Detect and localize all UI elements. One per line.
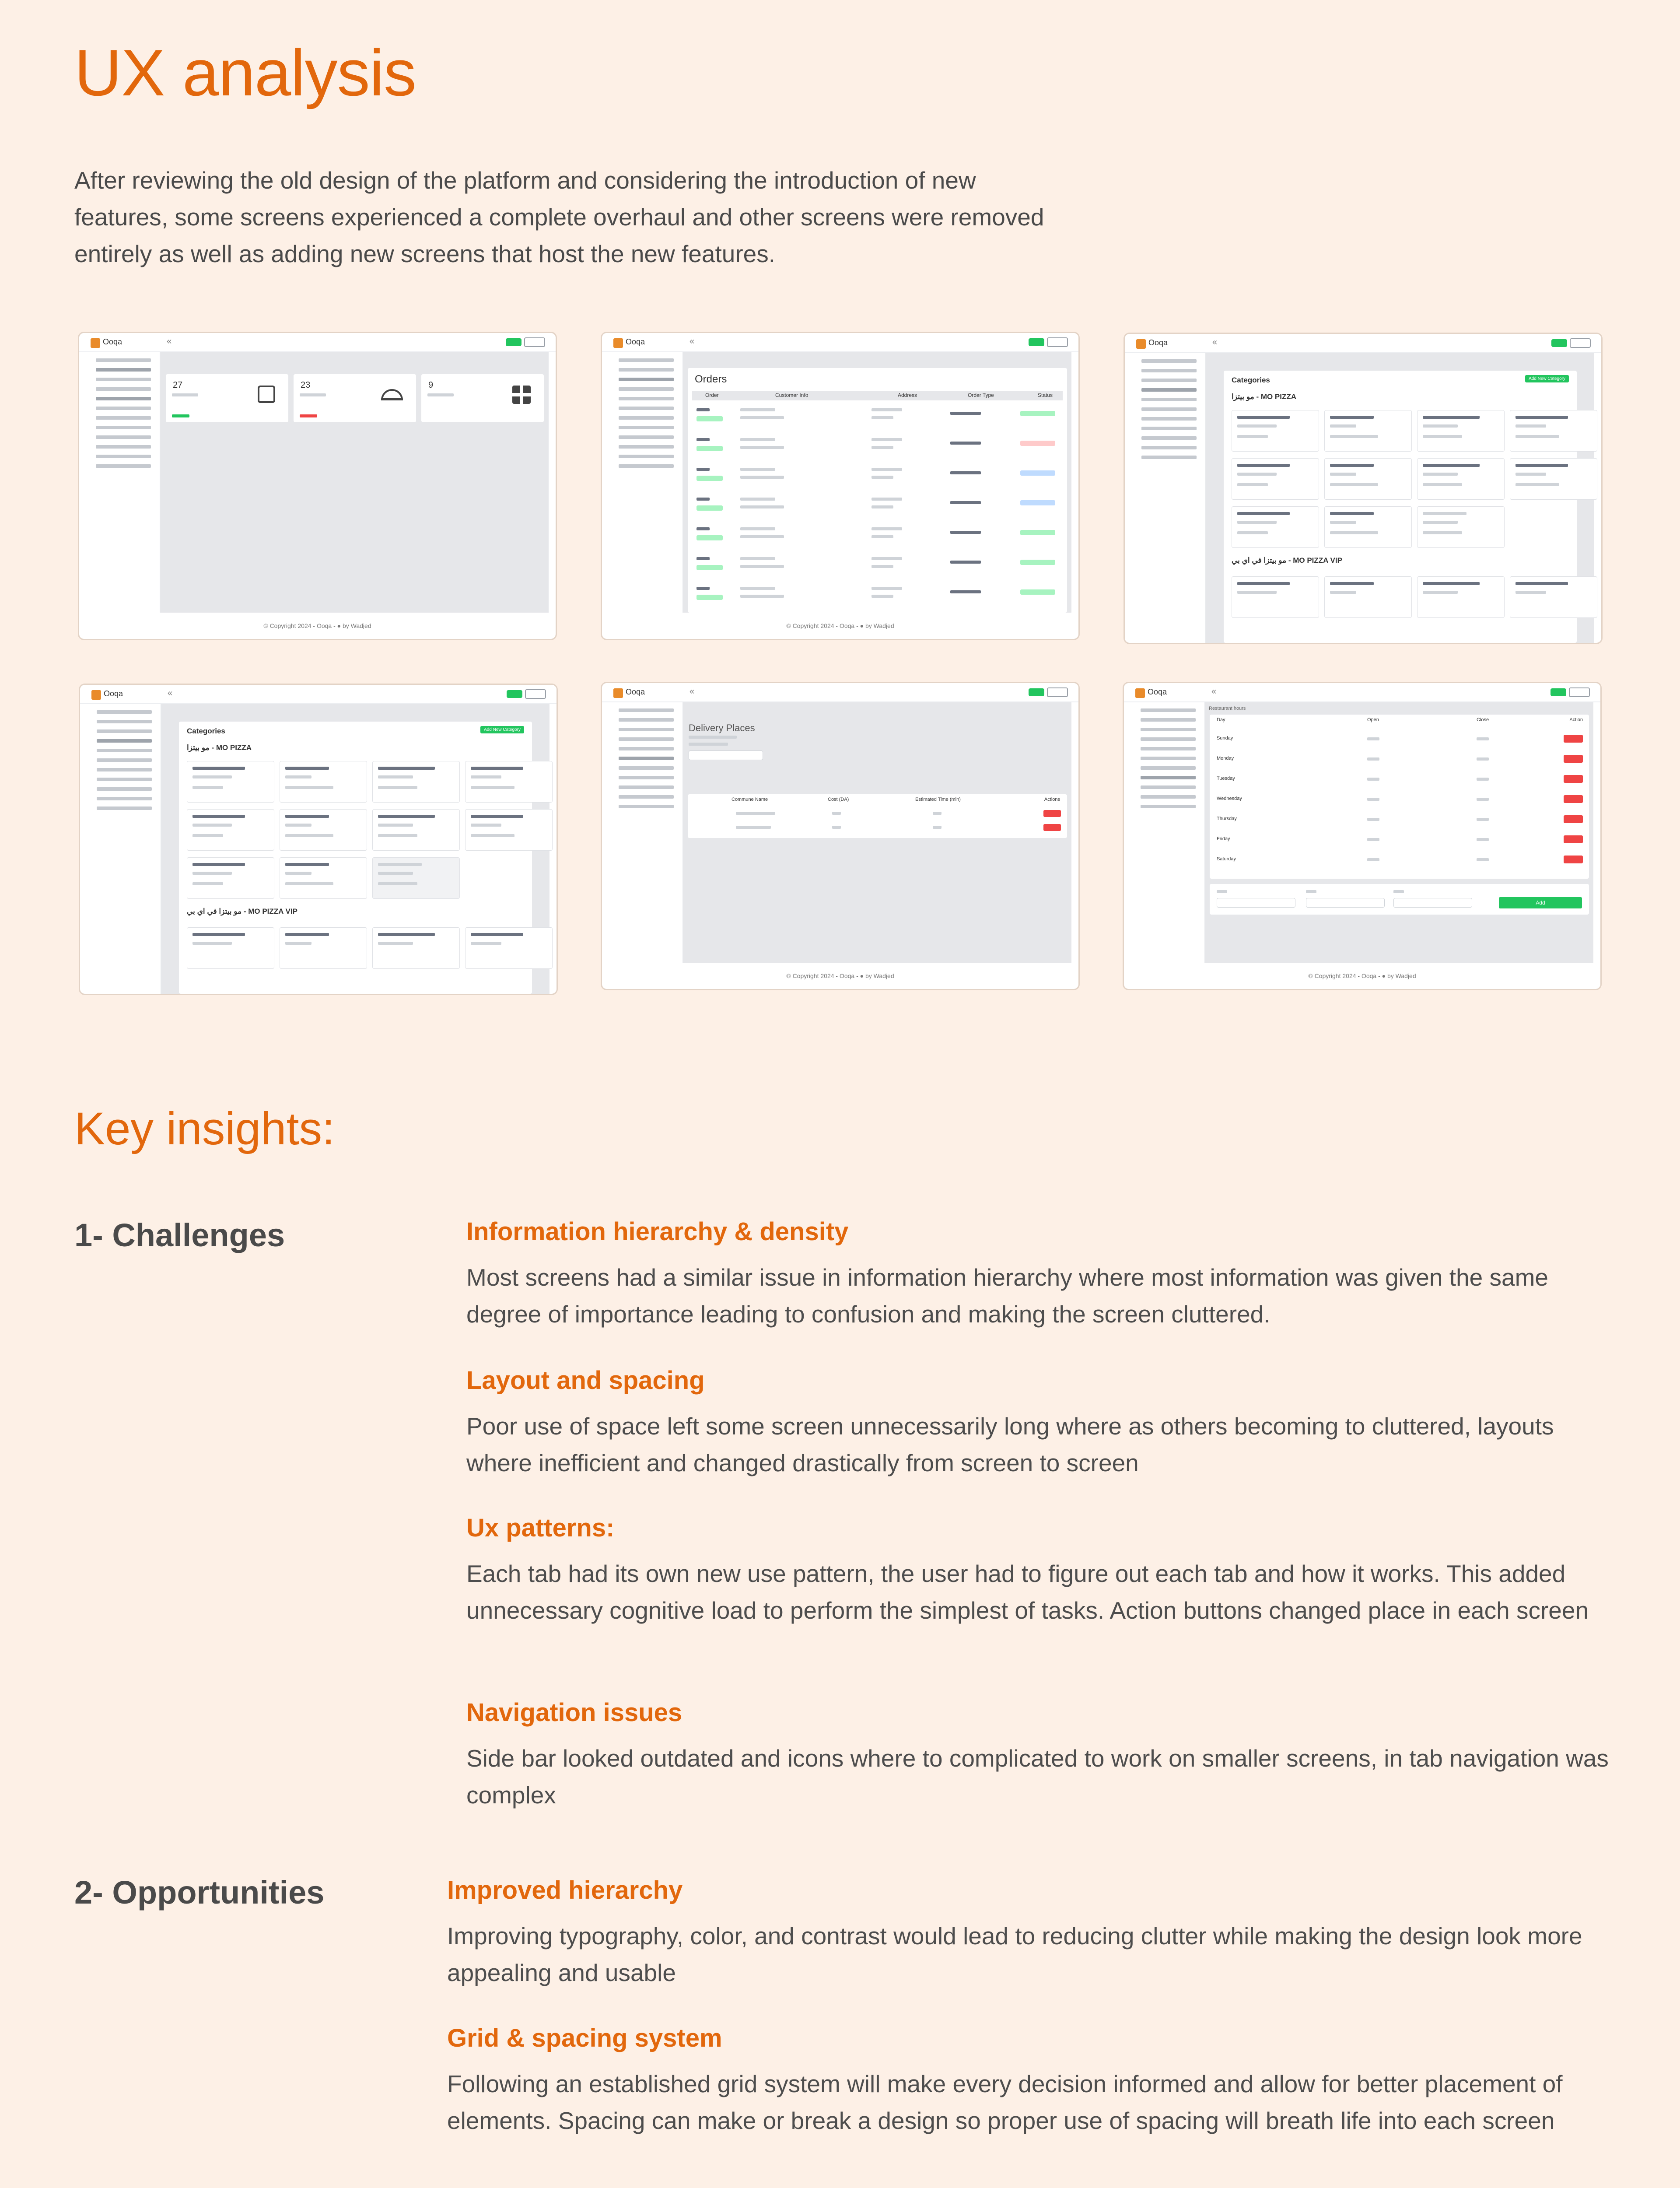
logout-button [524,337,545,347]
status-pill [507,690,522,698]
delivery-col: Commune Name [732,797,768,802]
opportunity-body: Following an established grid system will make every decision informed and allow for better placement of elements. Spacing can make or break a design so proper use of spacing will breath life into each screen [447,2070,1563,2134]
stat-card [294,374,416,422]
screenshot-categories [1124,333,1603,644]
stat-card [166,374,288,422]
app-footer: © Copyright 2024 - Ooqa - ● by Wadjed [263,622,371,629]
day-label: Monday [1217,756,1234,761]
screenshot-orders [601,332,1080,640]
day-label: Tuesday [1217,776,1235,781]
status-pill [1029,338,1044,346]
opportunity-heading: Grid & spacing system [447,2024,722,2052]
app-footer: © Copyright 2024 - Ooqa - ● by Wadjed [786,622,894,629]
opportunity-item [447,2021,1606,2139]
day-label: Sunday [1217,736,1233,741]
app-brand: Ooqa [626,687,645,696]
collapse-icon: « [690,337,695,346]
challenge-heading: Navigation issues [466,1698,682,1727]
challenge-item [466,1214,1613,1332]
app-header [1125,334,1601,353]
app-sidebar [1132,353,1206,643]
add-category-button: Add New Category [1525,375,1569,382]
app-brand: Ooqa [1148,687,1167,696]
day-label: Thursday [1217,816,1237,821]
app-header [602,333,1078,352]
categories-panel [179,722,532,994]
app-header [79,333,556,352]
challenge-heading: Layout and spacing [466,1366,705,1395]
orders-icon [258,386,275,403]
opportunity-item [447,1873,1606,1991]
challenge-heading: Information hierarchy & density [466,1217,849,1246]
status-pill [506,338,522,346]
challenge-heading: Ux patterns: [466,1514,615,1542]
app-brand: Ooqa [626,337,645,346]
challenge-body: Poor use of space left some screen unnecessarily long where as others becoming to cluttered, layouts where inefficient and changed drastically from screen to screen [466,1413,1554,1476]
page-title: UX analysis [74,36,416,109]
orders-col: Address [898,392,917,398]
collapse-icon: « [1211,687,1217,696]
stat-value: 23 [301,380,311,390]
opportunity-body: Improving typography, color, and contrast would lead to reducing clutter while making the design look more appealing and usable [447,1922,1582,1986]
screenshot-categories-2 [79,684,558,995]
hours-col: Day [1217,717,1225,722]
app-sidebar [609,702,683,963]
screenshot-hours [1123,682,1602,990]
app-header [80,685,556,704]
stat-value: 9 [428,380,434,390]
app-sidebar [87,704,161,994]
challenge-item [466,1511,1613,1629]
categories-heading: Categories [187,727,225,735]
delivery-main [683,702,1071,963]
hours-main [1205,702,1593,963]
challenge-body: Most screens had a similar issue in information hierarchy where most information was given the same degree of importance leading to confusion and making the screen cluttered. [466,1264,1548,1328]
orders-col: Status [1038,392,1053,398]
app-logo [91,690,101,700]
app-footer: © Copyright 2024 - Ooqa - ● by Wadjed [1308,972,1416,979]
logout-button [525,689,546,699]
challenge-body: Side bar looked outdated and icons where to complicated to work on smaller screens, in tab navigation was complex [466,1745,1609,1809]
logout-button [1047,687,1068,697]
app-logo [613,688,623,698]
food-cover-icon [381,389,403,400]
hours-table [1210,715,1589,879]
app-logo [1136,339,1146,349]
app-brand: Ooqa [103,337,122,346]
hours-col: Open [1367,717,1379,722]
orders-panel [688,368,1067,613]
orders-col: Order [705,392,719,398]
orders-main [683,352,1071,613]
hours-heading: Restaurant hours [1209,706,1246,711]
delivery-table [688,794,1067,838]
app-brand: Ooqa [1148,338,1168,347]
day-label: Friday [1217,836,1230,842]
day-label: Wednesday [1217,796,1242,801]
app-footer: © Copyright 2024 - Ooqa - ● by Wadjed [786,972,894,979]
category-group-title: مو بيتزا - MO PIZZA [187,743,252,752]
delivery-col: Cost (DA) [828,797,849,802]
screenshot-delivery [601,682,1080,990]
app-logo [1135,688,1145,698]
orders-col: Order Type [968,392,994,398]
orders-col: Customer Info [775,392,808,398]
challenges-label: 1- Challenges [74,1217,285,1253]
status-pill [1550,688,1566,696]
logout-button [1569,687,1590,697]
opportunity-heading: Improved hierarchy [447,1876,683,1904]
categories-icon [512,386,531,404]
category-group-title: مو بيتزا في اي بي - MO PIZZA VIP [187,907,298,915]
app-header [602,683,1078,702]
delivery-col: Actions [1044,797,1060,802]
category-group-title: مو بيتزا في اي بي - MO PIZZA VIP [1232,556,1342,565]
app-sidebar [609,352,683,613]
day-label: Saturday [1217,856,1236,862]
challenge-body: Each tab had its own new use pattern, the user had to figure out each tab and how it works. This added unnecessary cognitive load to perform the simplest of tasks. Action buttons changed place in each screen [466,1560,1589,1624]
categories-main [1206,353,1594,643]
delivery-heading: Delivery Places [689,722,755,733]
key-insights-title: Key insights: [74,1103,335,1154]
logout-button [1047,337,1068,347]
collapse-icon: « [690,687,695,696]
screenshot-dashboard [78,332,557,640]
category-group-title: مو بيتزا - MO PIZZA [1232,393,1297,401]
opportunities-label: 2- Opportunities [74,1874,325,1911]
app-logo [91,338,100,348]
hours-col: Action [1569,717,1583,722]
app-header [1124,683,1600,702]
stat-card [421,374,544,422]
intro-paragraph: After reviewing the old design of the platform and considering the introduction of new features, some screens experienced a complete overhaul and other screens were removed entirely as well as adding new screens that host the new features. [74,167,1044,267]
categories-panel [1224,371,1577,643]
collapse-icon: « [1212,337,1218,347]
collapse-icon: « [168,688,173,698]
orders-heading: Orders [695,373,727,385]
logout-button [1570,338,1591,348]
dashboard-main [161,352,549,613]
status-pill [1029,688,1044,696]
collapse-icon: « [167,337,172,346]
challenge-item [466,1363,1613,1481]
add-category-button: Add New Category [480,726,524,733]
app-sidebar [1131,702,1205,963]
stat-value: 27 [173,380,183,390]
add-hours-button: Add [1499,897,1582,908]
hours-col: Close [1477,717,1489,722]
status-pill [1551,339,1567,347]
categories-heading: Categories [1232,376,1270,384]
delivery-col: Estimated Time (min) [915,797,961,802]
add-hours-form [1210,884,1589,915]
app-logo [613,338,623,348]
categories-main [161,704,550,994]
app-sidebar [86,352,161,613]
challenge-item [466,1695,1613,1813]
app-brand: Ooqa [104,689,123,698]
